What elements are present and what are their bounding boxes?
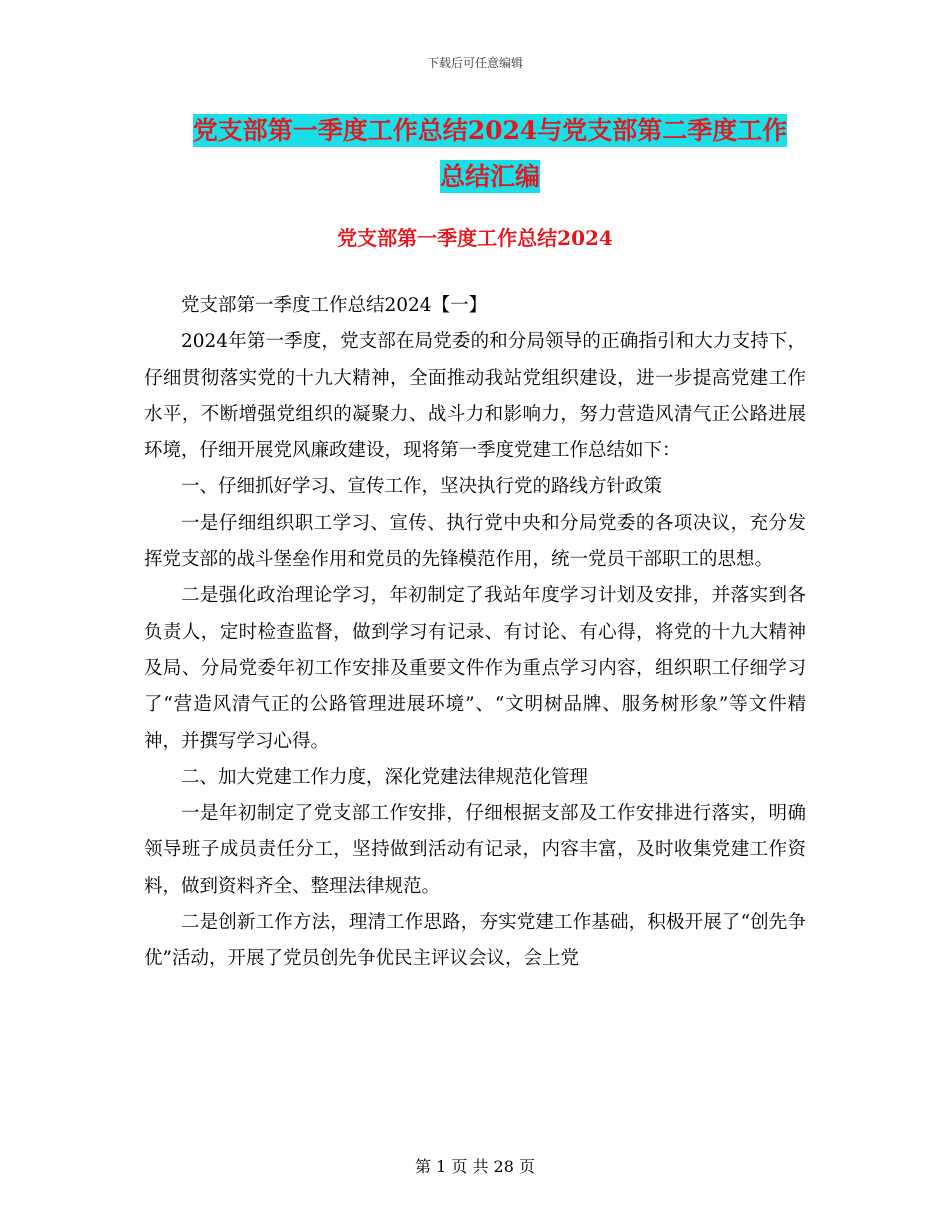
paragraph: 二是创新工作方法，理清工作思路，夯实党建工作基础，积极开展了“创先争优”活动，开展了党员创先争优民主评议会议，会上党 (144, 912, 806, 970)
paragraph: 一、仔细抓好学习、宣传工作，坚决执行党的路线方针政策 (181, 476, 663, 498)
paragraph: 二是强化政治理论学习，年初制定了我站年度学习计划及安排，并落实到各负责人，定时检查监督，做到学习有记录、有讨论、有心得，将党的十九大精神及局、分局党委年初工作安排及重要文件作为重点学习内容，组织职工仔细学习了“营造风清气正的公路管理进展环境”、“文明树品牌、服务树形象”等文件精神，并撰写学习心得。 (144, 585, 806, 752)
page-footer: 第 1 页 共 28 页 (415, 1157, 535, 1176)
paragraph: 二、加大党建工作力度，深化党建法律规范化管理 (181, 766, 589, 788)
paragraph: 党支部第一季度工作总结2024【一】 (181, 295, 488, 316)
paragraph: 2024年第一季度，党支部在局党委的和分局领导的正确指引和大力支持下，仔细贯彻落实党的十九大精神，全面推动我站党组织建设，进一步提高党建工作水平，不断增强党组织的凝聚力、战斗力和影响力，努力营造风清气正公路进展环境，仔细开展党风廉政建设，现将第一季度党建工作总结如下： (144, 331, 806, 462)
paragraph: 一是年初制定了党支部工作安排，仔细根据支部及工作安排进行落实，明确领导班子成员责任分工，坚持做到活动有记录，内容丰富，及时收集党建工作资料，做到资料齐全、整理法律规范。 (144, 803, 806, 897)
title-line-2: 总结汇编 (439, 162, 540, 191)
section-title: 党支部第一季度工作总结2024 (337, 226, 613, 250)
document-title (140, 108, 840, 200)
header-note: 下载后可任意编辑 (426, 56, 523, 70)
paragraph: 一是仔细组织职工学习、宣传、执行党中央和分局党委的各项决议，充分发挥党支部的战斗堡垒作用和党员的先锋模范作用，统一党员干部职工的思想。 (144, 512, 806, 571)
title-line-1: 党支部第一季度工作总结2024与党支部第二季度工作 (192, 116, 788, 145)
document-body (144, 288, 806, 978)
